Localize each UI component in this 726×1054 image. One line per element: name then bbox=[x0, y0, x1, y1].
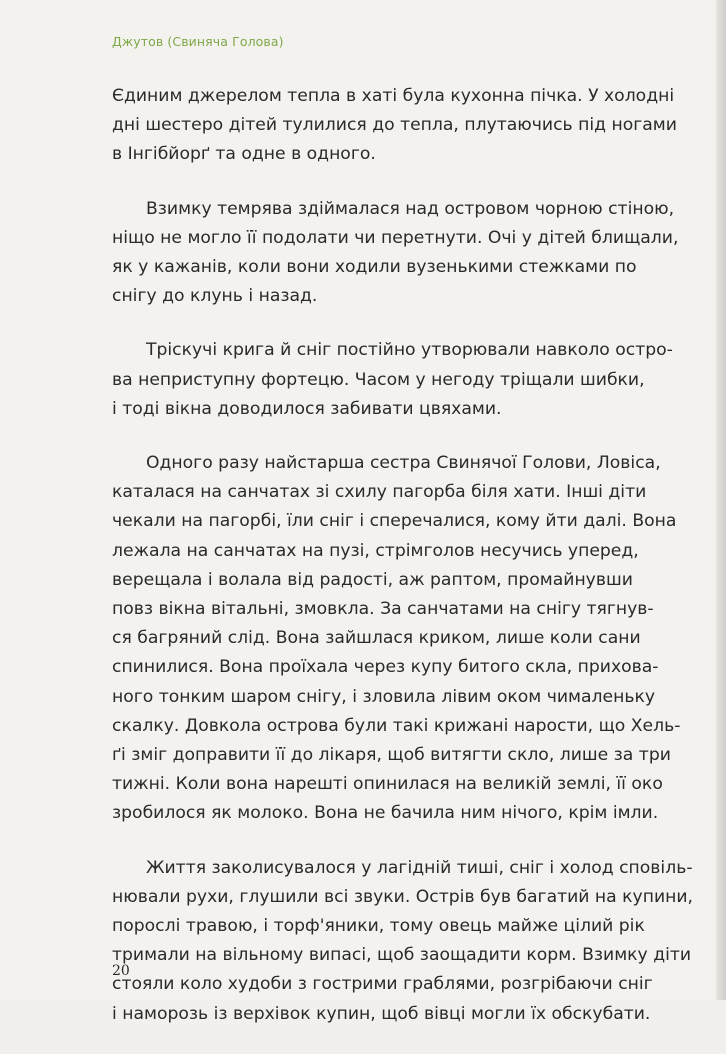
paragraph bbox=[112, 336, 708, 424]
body-text bbox=[112, 82, 708, 1054]
paragraph bbox=[112, 854, 708, 1029]
text-line: ного тонким шаром снігу, і зловила лівим оком чималеньку bbox=[112, 686, 656, 707]
text-line: зробилося як молоко. Вона не бачила ним нічого, крім імли. bbox=[112, 803, 659, 824]
text-line: Життя заколисувалося у лагідній тиші, сніг і холод сповіль- bbox=[146, 857, 693, 878]
text-line: ся багряний слід. Вона зайшлася криком, лише коли сани bbox=[112, 628, 641, 649]
text-line: спинилися. Вона проїхала через купу битого скла, прихова- bbox=[112, 657, 659, 678]
text-line: як у кажанів, коли вони ходили вузенькими стежками по bbox=[112, 257, 637, 278]
text-line: дні шестеро дітей тулилися до тепла, плутаючись під ногами bbox=[112, 115, 677, 136]
running-head: Джутов (Свиняча Голова) bbox=[112, 34, 284, 49]
text-line: каталася на санчатах зі схилу пагорба біля хати. Інші діти bbox=[112, 482, 647, 503]
text-line: ва неприступну фортецю. Часом у негоду тріщали шибки, bbox=[112, 369, 645, 390]
text-line: верещала і волала від радості, аж раптом, промайнувши bbox=[112, 569, 633, 590]
text-line: тижні. Коли вона нарешті опинилася на великій землі, її око bbox=[112, 774, 663, 795]
text-line: ґі зміг доправити її до лікаря, щоб витягти скло, лише за три bbox=[112, 745, 671, 766]
text-line: Одного разу найстарша сестра Свинячої Голови, Ловіса, bbox=[146, 453, 661, 474]
text-line: і тоді вікна доводилося забивати цвяхами. bbox=[112, 398, 502, 419]
text-line: скалку. Довкола острова були такі крижані нарости, що Хель- bbox=[112, 715, 681, 736]
paragraph bbox=[112, 449, 708, 829]
text-line: в Інгібйорґ та одне в одного. bbox=[112, 144, 376, 165]
text-line: лежала на санчатах на пузі, стрімголов несучись уперед, bbox=[112, 540, 639, 561]
text-line: чекали на пагорбі, їли сніг і сперечалися, кому йти далі. Вона bbox=[112, 511, 677, 532]
text-line: снігу до клунь і назад. bbox=[112, 286, 318, 307]
paragraph bbox=[112, 82, 708, 170]
page-edge-shadow bbox=[716, 0, 726, 1000]
text-line: стояли коло худоби з гострими граблями, розгрібаючи сніг bbox=[112, 974, 653, 995]
text-line: ніщо не могло її подолати чи перетнути. Очі у дітей блищали, bbox=[112, 227, 679, 248]
text-line: Єдиним джерелом тепла в хаті була кухонна пічка. У холодні bbox=[112, 86, 675, 106]
text-line: Взимку темрява здіймалася над островом чорною стіною, bbox=[146, 198, 675, 219]
text-line: тримали на вільному випасі, щоб заощадити корм. Взимку діти bbox=[112, 945, 692, 966]
text-line: нювали рухи, глушили всі звуки. Острів був багатий на купини, bbox=[112, 886, 693, 907]
text-line: і наморозь із верхівок купин, щоб вівці могли їх обскубати. bbox=[112, 1003, 651, 1024]
paragraph bbox=[112, 195, 708, 312]
page-number: 20 bbox=[112, 963, 130, 979]
text-line: повз вікна вітальні, змовкла. За санчатами на снігу тягнув- bbox=[112, 599, 654, 620]
text-line: Тріскучі крига й сніг постійно утворювали навколо остро- bbox=[146, 340, 673, 361]
text-line: порослі травою, і торф'яники, тому овець майже цілий рік bbox=[112, 916, 645, 937]
